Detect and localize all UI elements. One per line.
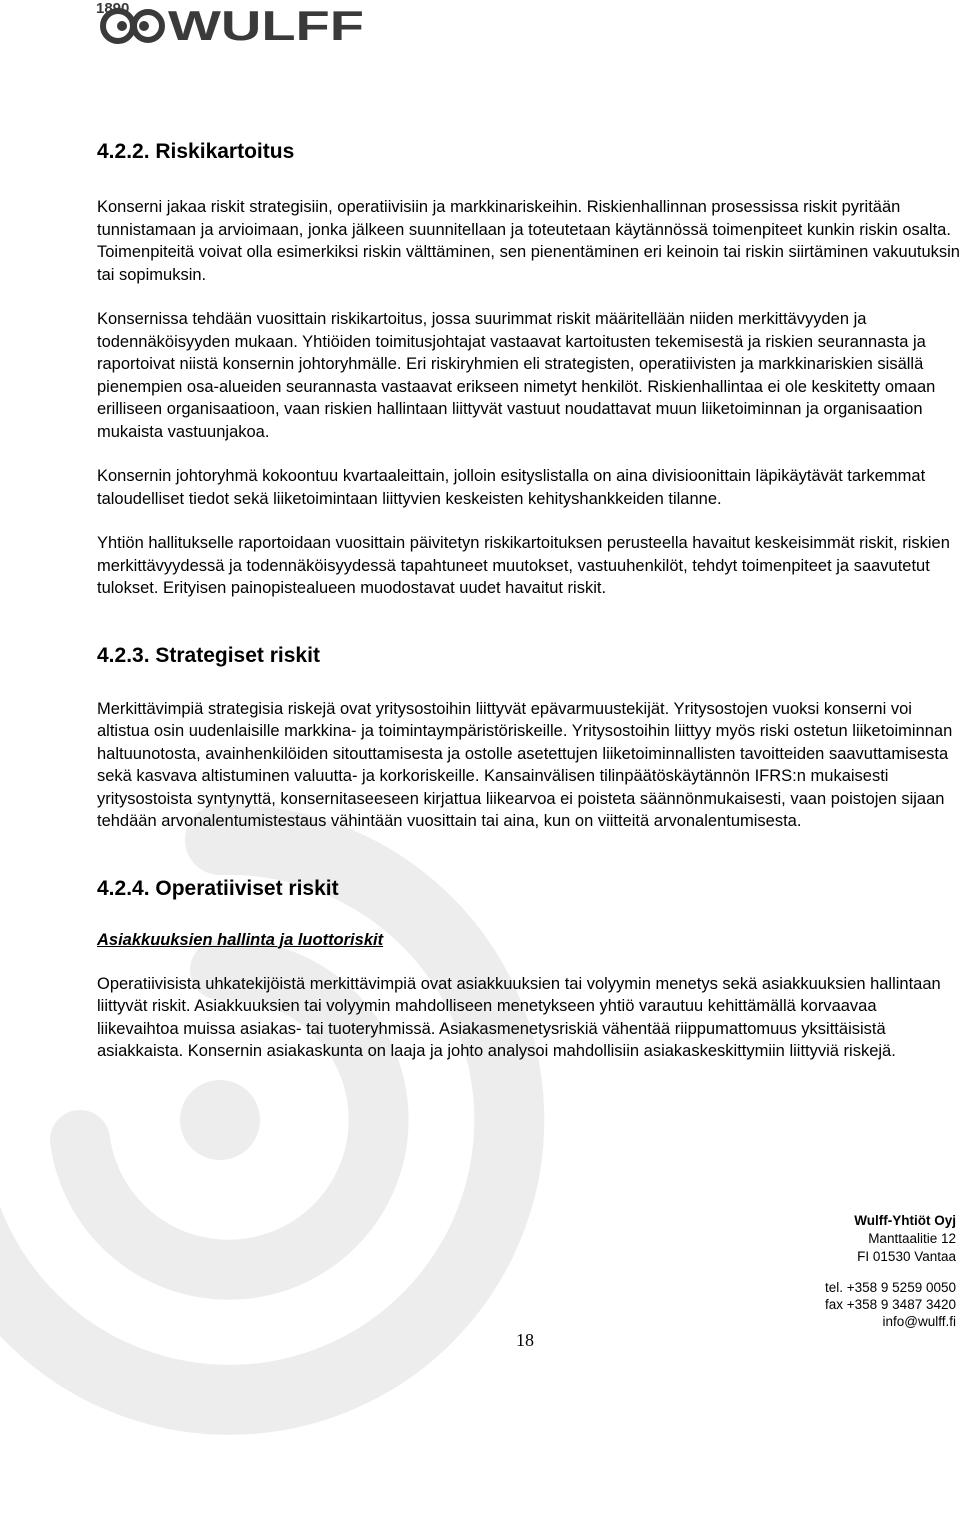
subheading-asiakkuuksien-hallinta: Asiakkuuksien hallinta ja luottoriskit — [97, 930, 384, 949]
footer-address — [854, 1212, 956, 1266]
paragraph: Konsernissa tehdään vuosittain riskikartoitus, jossa suurimmat riskit määritellään niiden merkittävyyden ja todennäköisyyden mukaan. Yhtiöiden toimitusjohtajat vastaavat kartoitusten tekemisestä ja riskien seurannasta ja raportoivat niistä konsernin johtoryhmälle. Eri riskiryhmien eli strategisten, operatiivisten ja markkinariskien sisällä pienempien osa-alueiden seurannasta vastaavat erikseen nimetyt henkilöt. Riskienhallintaa ei ole keskitetty omaan erilliseen organisaatioon, vaan riskien hallintaan liittyvät vastuut noudattavat muun liiketoiminnan ja organisaation mukaista vastuunjakoa. — [97, 310, 936, 441]
company-logo — [96, 0, 366, 44]
wulff-swirl-logo-icon — [96, 0, 366, 44]
section-heading-operatiiviset-riskit: 4.2.4. Operatiiviset riskit — [97, 876, 339, 900]
paragraph: Yhtiön hallitukselle raportoidaan vuosittain päivitetyn riskikartoituksen perusteella havaitut keskeisimmät riskit, riskien merkittävyydessä ja todennäköisyydessä tapahtuneet muutokset, vastuuhenkilöt, tehdyt toimenpiteet ja saavutetut tulokset. Erityisen painopistealueen muodostavat uudet havaitut riskit. — [97, 534, 950, 597]
section-heading-strategiset-riskit: 4.2.3. Strategiset riskit — [97, 643, 320, 667]
footer-email[interactable]: info@wulff.fi — [882, 1314, 956, 1329]
logo-year: 1890 — [96, 0, 130, 17]
footer-street: Manttaalitie 12 — [868, 1231, 956, 1246]
footer-city: FI 01530 Vantaa — [857, 1249, 956, 1264]
paragraph: Merkittävimpiä strategisia riskejä ovat yritysostoihin liittyvät epävarmuustekijät. Yritysostojen vuoksi konserni voi altistua osin uudenlaisille markkina- ja toimintaympäristöriskeille. Yritysostoihin liittyy myös riski ostetun liiketoiminnan haltuunotosta, avainhenkilöiden sitouttamisesta ja ostolle asetettujen liiketoiminnallisten tavoitteiden saavuttamisesta sekä kasvava altistuminen valuutta- ja korkoriskeille. Kansainvälisen tilinpäätöskäytännön IFRS:n mukaisesti yritysostoista syntynyttä, konsernitaseeseen kirjattua liikearvoa ei poisteta säännönmukaisesti, vaan poistojen sijaan tehdään arvonalentumistestaus vähintään vuosittain tai aina, kun on viitteitä arvonalentumisesta. — [97, 699, 953, 830]
footer-contact — [825, 1279, 956, 1330]
footer-fax: fax +358 9 3487 3420 — [825, 1297, 956, 1312]
document-body — [97, 138, 960, 1063]
page-number: 18 — [516, 1330, 534, 1350]
footer-tel: tel. +358 9 5259 0050 — [825, 1280, 956, 1295]
paragraph: Konserni jakaa riskit strategisiin, operatiivisiin ja markkinariskeihin. Riskienhallinnan prosessissa riskit pyritään tunnistamaan ja arvioimaan, jonka jälkeen suunnitellaan ja toteutetaan käytännössä toimenpiteet kunkin riskin osalta. Toimenpiteitä voivat olla esimerkiksi riskin välttäminen, sen pienentäminen eri keinoin tai riskin siirtäminen vakuutuksin tai sopimuksin. — [97, 198, 960, 284]
footer-company: Wulff-Yhtiöt Oyj — [854, 1213, 956, 1228]
paragraph: Operatiivisista uhkatekijöistä merkittävimpiä ovat asiakkuuksien tai volyymin menetys sekä asiakkuuksien hallintaan liittyvät riskit. Asiakkuuksien tai volyymin mahdolliseen menetykseen yhtiö varautuu kehittämällä korvaavaa liikevaihtoa muissa asiakas- tai tuoteryhmissä. Asiakasmenetysriskiä vähentää riippumattomuus yksittäisistä asiakkaista. Konsernin asiakaskunta on laaja ja johto analysoi mahdollisiin asiakaskeskittymiin liittyviä riskejä. — [97, 974, 941, 1060]
logo-name: WULFF — [168, 2, 364, 44]
paragraph: Konsernin johtoryhmä kokoontuu kvartaaleittain, jolloin esityslistalla on aina divisioonittain läpikäytävät tarkemmat taloudelliset tiedot sekä liiketoimintaan liittyvien keskeisten kehityshankkeiden tilanne. — [97, 467, 926, 508]
section-heading-riskikartoitus: 4.2.2. Riskikartoitus — [97, 140, 295, 163]
